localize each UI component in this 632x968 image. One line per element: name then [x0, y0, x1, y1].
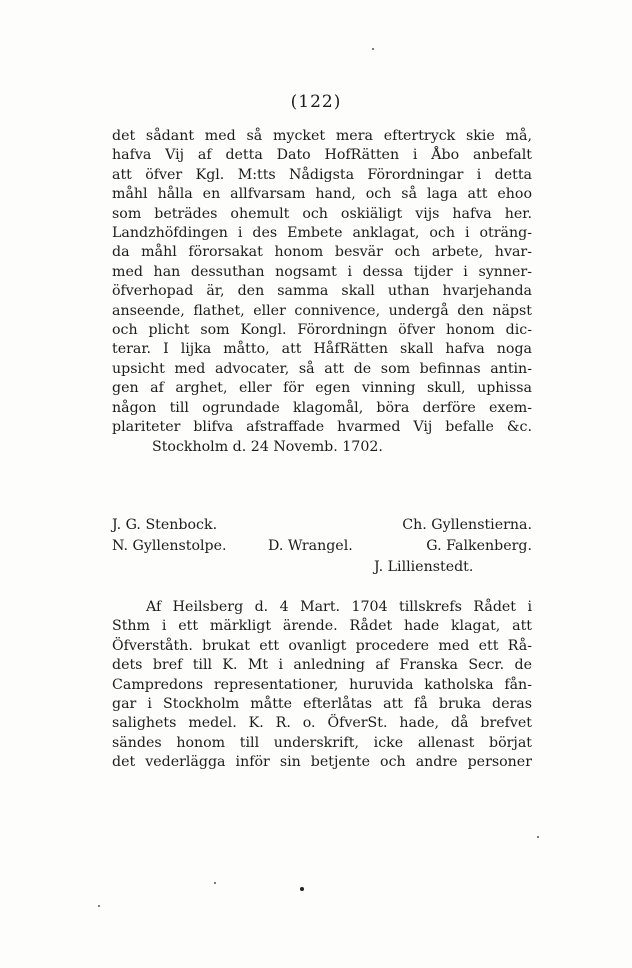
text-line: gar i Stockholm måtte efterlåtas att få bruka deras [112, 696, 532, 713]
text-line: dets bref till K. Mt i anledning af Franska Secr. de [112, 657, 532, 674]
text-line: någon till ogrundade klagomål, böra derföre exem- [112, 399, 532, 416]
text-line: det vederlägga inför sin betjente och andre personer [112, 754, 532, 771]
text-line: Sthm i ett märkligt ärende. Rådet hade klagat, att [112, 618, 532, 635]
text-line: och plicht som Kongl. Förordningn öfver honom dic- [112, 322, 532, 339]
text-line: plariteter blifva afstraffade hvarmed Vij befalle &c. [112, 419, 532, 436]
ink-speck [300, 887, 304, 891]
text-line: Af Heilsberg d. 4 Mart. 1704 tillskrefs Rådet i [146, 599, 532, 615]
text-line: salighets medel. K. R. o. ÖfverSt. hade, då brefvet [112, 715, 532, 732]
text-line: att öfver Kgl. M:tts Nådigsta Förordningar i detta [112, 166, 532, 183]
text-line: terar. I lijka måtto, att HåfRätten skall hafva noga [112, 341, 532, 358]
signature-block [112, 515, 532, 578]
text-line: da måhl förorsakat honom besvär och arbete, hvar- [112, 244, 532, 261]
text-line: Öfverståth. brukat ett ovanligt procedere med ett Rå- [112, 637, 532, 654]
letter-paragraph [112, 127, 532, 457]
signature-falkenberg: G. Falkenberg. [426, 538, 532, 554]
signature-gyllenstolpe: N. Gyllenstolpe. [112, 538, 227, 554]
ink-speck [214, 882, 216, 884]
signature-gyllenstierna: Ch. Gyllenstierna. [402, 517, 532, 533]
narrative-paragraph [112, 598, 532, 773]
ink-speck [372, 48, 374, 50]
text-line: det sådant med så mycket mera eftertryck skie må, [112, 128, 532, 144]
text-line: upsicht med advocater, så att de som befinnas antin- [112, 360, 532, 377]
text-line: måhl hålla en allfvarsam hand, och så laga att ehoo [112, 186, 532, 203]
text-line: öfverhopad är, den samma skall uthan hvarjehanda [112, 283, 532, 300]
text-line: Campredons representationer, huruvida katholska fån- [112, 676, 532, 693]
signature-wrangel: D. Wrangel. [268, 538, 353, 554]
text-line: sändes honom till underskrift, icke allenast börjat [112, 734, 532, 751]
ink-speck [98, 905, 100, 907]
text-line: anseende, flathet, eller connivence, undergå den näpst [112, 302, 532, 319]
text-line: med han dessuthan nogsamt i dessa tijder i synner- [112, 263, 532, 280]
page-number: (122) [290, 92, 342, 112]
dateline: Stockholm d. 24 Novemb. 1702. [152, 438, 383, 455]
text-line: som beträdes ohemult och oskiäligt vijs hafva her. [112, 205, 532, 222]
signature-stenbock: J. G. Stenbock. [112, 517, 218, 533]
text-line: hafva Vij af detta Dato HofRätten i Åbo anbefalt [112, 147, 532, 164]
signature-lillienstedt: J. Lillienstedt. [374, 559, 474, 575]
text-line: Landzhöfdingen i des Embete anklagat, och i oträng- [112, 225, 532, 242]
text-line: gen af arghet, eller för egen vinning skull, uphissa [112, 380, 532, 397]
ink-speck [537, 836, 539, 838]
